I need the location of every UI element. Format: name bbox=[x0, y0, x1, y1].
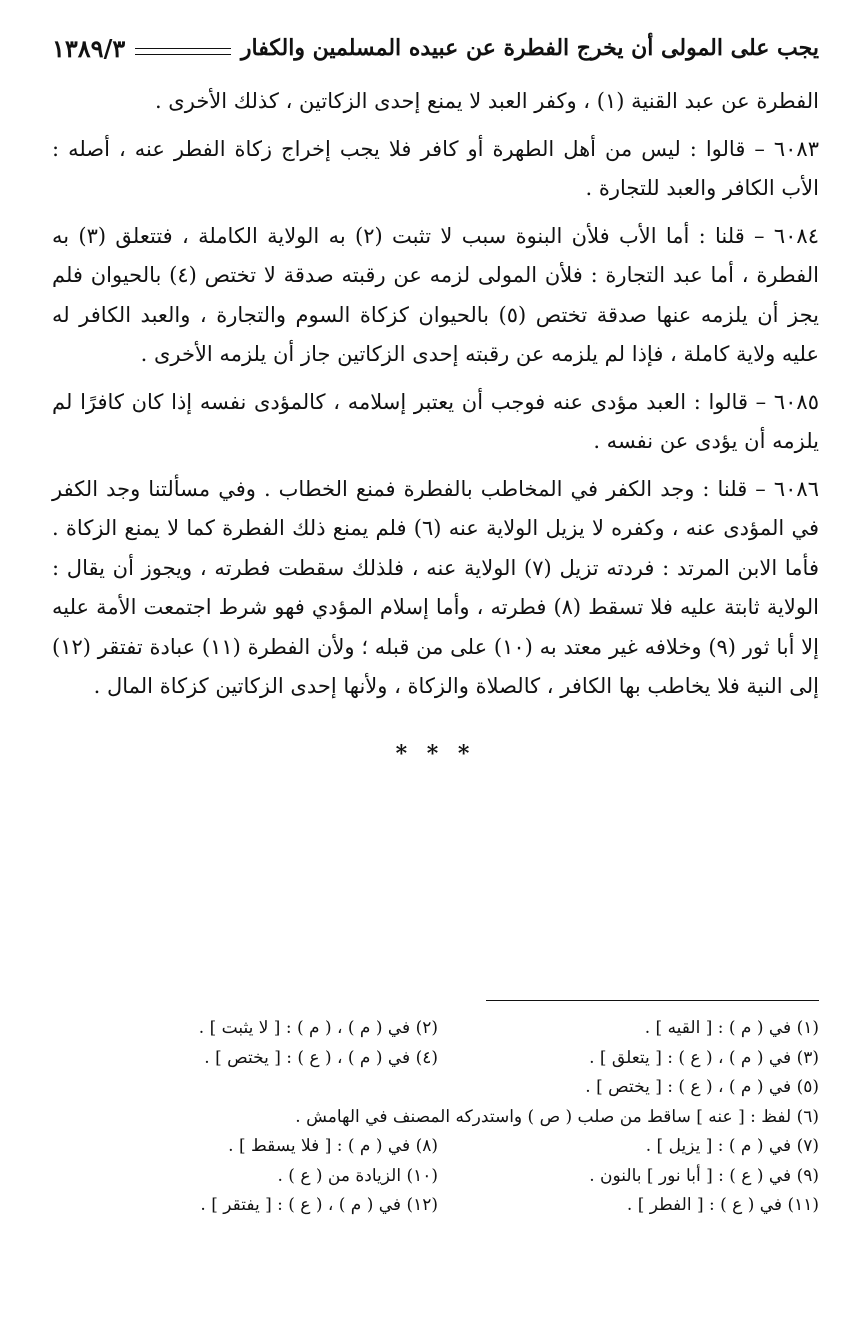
main-text bbox=[52, 82, 819, 707]
footnote-3: (٣) في ( م ) ، ( ع ) : [ يتعلق ] . bbox=[589, 1047, 819, 1068]
footnote-rule bbox=[486, 1000, 819, 1001]
footnote-2: (٢) في ( م ) ، ( م ) : [ لا يثبت ] . bbox=[198, 1018, 438, 1038]
paragraph-6083: ٦٠٨٣ – قالوا : ليس من أهل الطهرة أو كافر فلا يجب إخراج زكاة الفطر عنه ، أصله : الأب الكافر والعبد للتجارة . bbox=[52, 136, 819, 200]
footnote-12: (١٢) في ( م ) ، ( ع ) : [ يفتقر ] . bbox=[200, 1195, 438, 1215]
footnote-5: (٥) في ( م ) ، ( ع ) : [ يختص ] . bbox=[585, 1077, 819, 1097]
page-number: ١٣٨٩/٣ bbox=[52, 33, 126, 63]
footnote-1: (١) في ( م ) : [ القيه ] . bbox=[644, 1018, 819, 1038]
section-separator: * * * bbox=[395, 740, 476, 767]
footnote-row bbox=[52, 1162, 819, 1192]
footnote-7: (٧) في ( م ) : [ يزيل ] . bbox=[645, 1136, 819, 1156]
footnote-row bbox=[52, 1132, 819, 1162]
footnote-row bbox=[52, 1191, 819, 1221]
footnote-11: (١١) في ( ع ) : [ الفطر ] . bbox=[626, 1195, 819, 1215]
footnote-10: (١٠) الزيادة من ( ع ) . bbox=[277, 1165, 438, 1186]
footnote-6: (٦) لفظ : [ عنه ] ساقط من صلب ( ص ) واستدركه المصنف في الهامش . bbox=[295, 1106, 819, 1127]
footnote-row bbox=[52, 1044, 819, 1074]
running-header bbox=[52, 30, 819, 66]
header-rule bbox=[135, 48, 231, 55]
footnotes bbox=[52, 1014, 819, 1221]
footnote-row bbox=[52, 1014, 819, 1044]
footnote-4: (٤) في ( م ) ، ( ع ) : [ يختص ] . bbox=[204, 1047, 438, 1068]
paragraph-6085: ٦٠٨٥ – قالوا : العبد مؤدى عنه فوجب أن يعتبر إسلامه ، كالمؤدى نفسه إذا كان كافرًا لم يلزمه أن يؤدى عن نفسه . bbox=[52, 389, 819, 453]
footnote-8: (٨) في ( م ) : [ فلا يسقط ] . bbox=[228, 1136, 438, 1156]
footnote-9: (٩) في ( ع ) : [ أبا نور ] بالنون . bbox=[589, 1165, 819, 1186]
paragraph-continuation: الفطرة عن عبد القنية (١) ، وكفر العبد لا يمنع إحدى الزكاتين ، كذلك الأخرى . bbox=[154, 89, 819, 113]
header-title: يجب على المولى أن يخرج الفطرة عن عبيده المسلمين والكفار bbox=[240, 35, 819, 61]
paragraph-6084: ٦٠٨٤ – قلنا : أما الأب فلأن البنوة سبب لا تثبت (٢) به الولاية الكاملة ، فتتعلق (٣) به الفطرة ، أما عبد التجارة : فلأن المولى لزمه عن رقبته صدقة لا تختص (٤) بالحيوان فلم يجز أن يلزمه عنها صدقة تختص (٥) بالحيوان كزكاة السوم والتجارة ، والعبد الكافر له عليه ولاية كاملة ، فإذا لم يلزمه عن رقبته إحدى الزكاتين جاز أن يلزمه الأخرى . bbox=[52, 223, 819, 366]
paragraph-6086: ٦٠٨٦ – قلنا : وجد الكفر في المخاطب بالفطرة فمنع الخطاب . وفي مسألتنا وجد الكفر في المؤدى عنه ، وكفره لا يزيل الولاية عنه (٦) فلم يمنع ذلك الفطرة كما لا يمنع الزكاة . فأما الابن المرتد : فردته تزيل (٧) الولاية عنه ، فلذلك سقطت فطرته ، ويجوز أن يقال : الولاية ثابتة عليه فلا تسقط (٨) فطرته ، وأما إسلام المؤدي فهو شرط اجتمعت الأمة عليه إلا أبا ثور (٩) وخلافه غير معتد به (١٠) على من قبله ؛ ولأن الفطرة (١١) عبادة تفتقر (١٢) إلى النية فلا يخاطب بها الكافر ، كالصلاة والزكاة ، ولأنها إحدى الزكاتين كزكاة المال . bbox=[52, 476, 819, 698]
